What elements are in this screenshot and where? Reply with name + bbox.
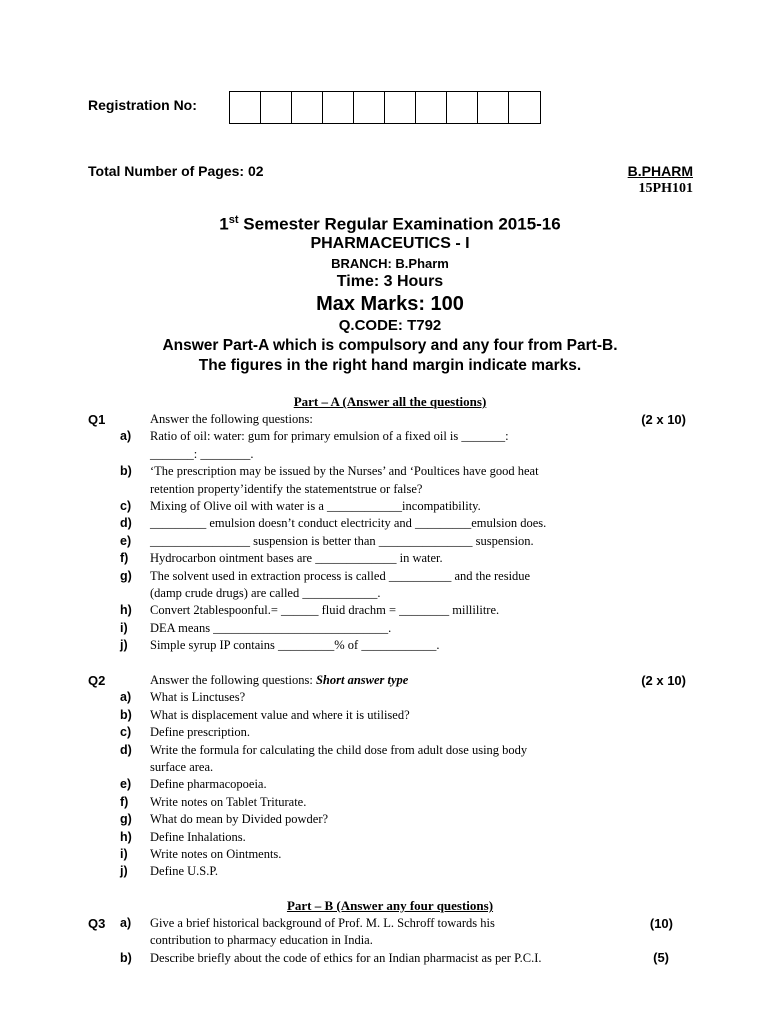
list-item: (damp crude drugs) are called ____________. <box>150 586 381 601</box>
question-code: Q.CODE: T792 <box>338 317 442 334</box>
list-item: e) ________________ suspension is better than _______________ suspension. <box>120 533 534 548</box>
branch: BRANCH: B.Pharm <box>331 256 449 271</box>
list-item: j) Define U.S.P. <box>120 864 219 879</box>
part-b-heading: Part – B (Answer any four questions) <box>286 898 494 913</box>
list-item: c) Mixing of Olive oil with water is a ____________incompatibility. <box>120 499 481 514</box>
list-item: a) What is Linctuses? <box>120 690 246 705</box>
list-item: i) DEA means ____________________________. <box>120 620 392 635</box>
list-item: _______: ________. <box>150 446 254 461</box>
list-item: g) What do mean by Divided powder? <box>120 812 329 827</box>
list-item: e) Define pharmacopoeia. <box>120 777 267 792</box>
list-item: i) Write notes on Ointments. <box>120 847 282 862</box>
semester-suffix: st <box>228 214 239 226</box>
question-intro: Answer the following questions: <box>150 412 313 426</box>
registration-digit-box <box>261 92 292 123</box>
list-item: c) Define prescription. <box>120 725 250 740</box>
question-number-q1: Q1 <box>88 412 106 427</box>
question-number-q3: Q3 <box>88 916 106 931</box>
list-item: retention property’identify the statementstrue or false? <box>150 481 423 496</box>
question-q1 <box>120 411 600 655</box>
list-item: j) Simple syrup IP contains _________% of ____________. <box>120 638 440 653</box>
question-intro: Answer the following questions: Short answer type <box>150 673 409 687</box>
registration-digit-box <box>416 92 447 123</box>
list-item: h) Convert 2tablespoonful.= ______ fluid drachm = ________ millilitre. <box>120 603 500 618</box>
registration-digit-box <box>354 92 385 123</box>
exam-title-rest: Semester Regular Examination 2015-16 <box>238 214 561 234</box>
max-marks: Max Marks: 100 <box>316 293 464 315</box>
registration-digit-box <box>509 92 540 123</box>
list-item: b) What is displacement value and where it is utilised? <box>120 707 410 722</box>
instruction-marks: The figures in the right hand margin indicate marks. <box>198 357 582 374</box>
question-number-q2: Q2 <box>88 673 106 688</box>
exam-title <box>0 214 770 235</box>
course-name: B.PHARM <box>627 163 693 179</box>
list-item: f) Write notes on Tablet Triturate. <box>120 794 307 809</box>
list-item: d) _________ emulsion doesn’t conduct electricity and _________emulsion does. <box>120 516 547 531</box>
course-code: 15PH101 <box>638 181 693 196</box>
list-item: a) Give a brief historical background of Prof. M. L. Schroff towards his <box>120 916 495 930</box>
registration-digit-box <box>447 92 478 123</box>
registration-digit-box <box>292 92 323 123</box>
registration-digit-box <box>385 92 416 123</box>
exam-time: Time: 3 Hours <box>336 273 444 290</box>
list-item: b) Describe briefly about the code of ethics for an Indian pharmacist as per P.C.I. <box>120 950 542 965</box>
marks-q3b: (5) <box>653 950 669 965</box>
registration-digit-box <box>323 92 354 123</box>
question-q2 <box>120 672 600 881</box>
list-item: g) The solvent used in extraction process is called __________ and the residue <box>120 568 531 583</box>
registration-digit-box <box>478 92 509 123</box>
list-item: d) Write the formula for calculating the child dose from adult dose using body <box>120 742 528 757</box>
list-item: f) Hydrocarbon ointment bases are _____________ in water. <box>120 551 443 566</box>
semester-number: 1 <box>219 214 229 234</box>
registration-label: Registration No: <box>88 97 197 113</box>
marks-q2: (2 x 10) <box>641 673 686 688</box>
total-pages: Total Number of Pages: 02 <box>88 163 264 179</box>
registration-digit-box <box>230 92 261 123</box>
subject-title: PHARMACEUTICS - I <box>310 235 470 252</box>
list-item: surface area. <box>150 760 214 775</box>
marks-q3a: (10) <box>649 916 673 931</box>
instruction-compulsory: Answer Part-A which is compulsory and any four from Part-B. <box>162 337 618 354</box>
list-item: b) ‘The prescription may be issued by the Nurses’ and ‘Poultices have good heat <box>120 464 539 479</box>
question-q3 <box>120 915 600 967</box>
list-item: a) Ratio of oil: water: gum for primary emulsion of a fixed oil is _______: <box>120 429 509 444</box>
short-answer-type: Short answer type <box>315 673 409 687</box>
part-a-heading: Part – A (Answer all the questions) <box>293 394 487 409</box>
list-item: contribution to pharmacy education in India. <box>150 933 373 948</box>
marks-q1: (2 x 10) <box>641 412 686 427</box>
registration-number-boxes <box>229 91 541 124</box>
list-item: h) Define Inhalations. <box>120 829 246 844</box>
